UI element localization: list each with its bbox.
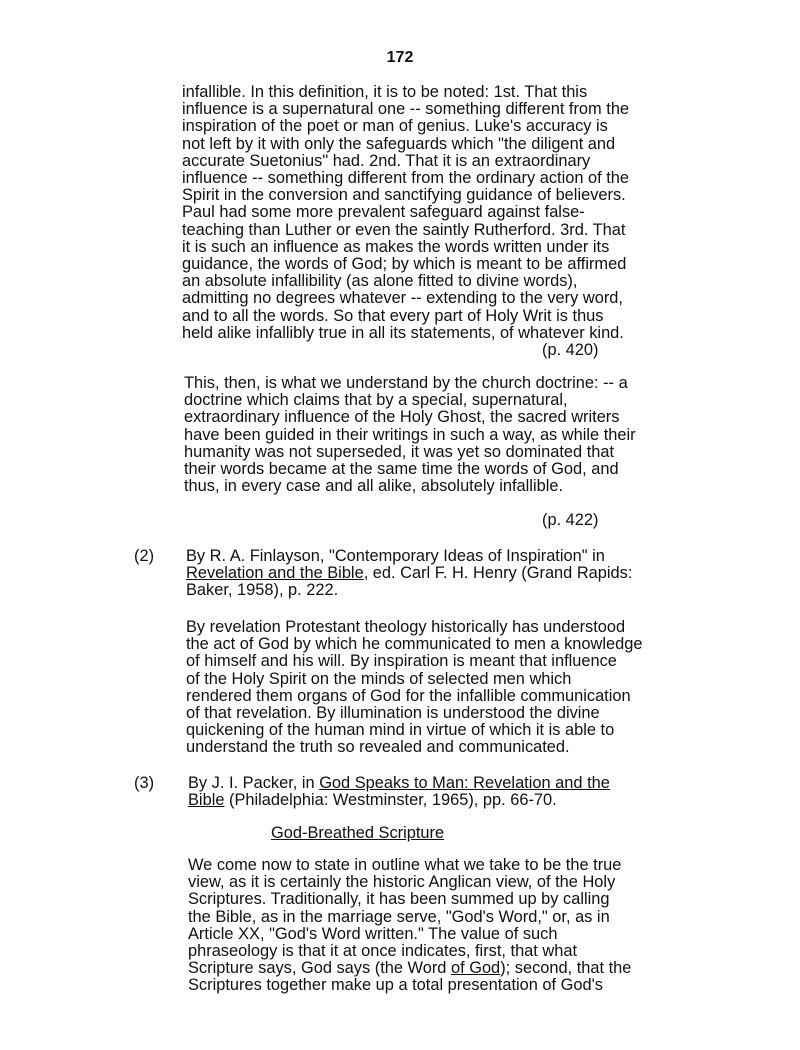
reference-line <box>188 775 610 792</box>
reference-line <box>186 565 632 582</box>
quote-line: Scriptures. Traditionally, it has been summed up by calling <box>188 890 610 909</box>
quote-line: Paul had some more prevalent safeguard against false- <box>182 203 585 222</box>
book-title: God Speaks to Man: Revelation and the <box>319 774 610 792</box>
quote-text: ); second, that the <box>500 959 632 978</box>
quote-line: have been guided in their writings in such a way, as while their <box>184 425 636 444</box>
quote-line: teaching than Luther or even the saintly Rutherford. 3rd. That <box>182 220 626 239</box>
block-quote-hodge-definition <box>182 84 629 342</box>
block-quote-finlayson <box>186 619 642 757</box>
reference-line: By R. A. Finlayson, "Contemporary Ideas of Inspiration" in <box>186 547 605 565</box>
quote-line: of that revelation. By illumination is understood the divine <box>186 704 600 723</box>
quote-line: it is such an influence as makes the words written under its <box>182 237 610 256</box>
quote-line: inspiration of the poet or man of genius. Luke's accuracy is <box>182 117 608 136</box>
quote-line: By revelation Protestant theology historically has understood <box>186 618 626 636</box>
quote-line: quickening of the human mind in virtue of which it is able to <box>186 721 615 740</box>
quote-line: of the Holy Spirit on the minds of selected men which <box>186 669 572 688</box>
quote-line: infallible. In this definition, it is to be noted: 1st. That this <box>182 83 588 101</box>
page-number: 172 <box>386 49 414 66</box>
quote-line: understand the truth so revealed and communicated. <box>186 738 570 757</box>
quote-line: extraordinary influence of the Holy Ghost, the sacred writers <box>184 408 620 427</box>
quote-line: held alike infallibly true in all its statements, of whatever kind. <box>182 323 624 342</box>
item-number-3: (3) <box>134 774 155 792</box>
quote-line: humanity was not superseded, it was yet so dominated that <box>184 442 615 461</box>
reference-packer <box>188 775 610 809</box>
quote-line: Article XX, "God's Word written." The value of such <box>188 924 558 943</box>
quote-line: Spirit in the conversion and sanctifying guidance of believers. <box>182 186 626 205</box>
quote-line: doctrine which claims that by a special, supernatural, <box>184 391 568 410</box>
reference-text: , ed. Carl F. H. Henry (Grand Rapids: <box>363 564 633 583</box>
section-heading <box>271 825 444 842</box>
reference-finlayson <box>186 548 632 600</box>
quote-line: influence is a supernatural one -- something different from the <box>182 100 630 119</box>
quote-line: not left by it with only the safeguards which "the diligent and <box>182 134 616 153</box>
reference-text: By J. I. Packer, in <box>188 774 320 792</box>
item-number-2: (2) <box>134 547 155 565</box>
quote-line <box>188 960 631 977</box>
quote-line: of himself and his will. By inspiration is meant that influence <box>186 652 617 671</box>
quote-line: rendered them organs of God for the infallible communication <box>186 686 631 705</box>
quote-line: influence -- something different from the ordinary action of the <box>182 169 630 188</box>
underlined-text: of God <box>450 959 501 978</box>
reference-line <box>188 792 610 809</box>
quote-line: Scriptures together make up a total presentation of God's <box>188 976 603 995</box>
book-title: Bible <box>188 791 225 810</box>
quote-line: thus, in every case and all alike, absolutely infallible. <box>184 477 564 496</box>
quote-line: We come now to state in outline what we take to be the true <box>188 856 622 874</box>
heading-text: God-Breathed Scripture <box>271 824 445 842</box>
quote-line: admitting no degrees whatever -- extending to the very word, <box>182 289 623 308</box>
quote-line: view, as it is certainly the historic Anglican view, of the Holy <box>188 873 616 892</box>
quote-line: guidance, the words of God; by which is meant to be affirmed <box>182 255 627 274</box>
quote-line: accurate Suetonius" had. 2nd. That it is an extraordinary <box>182 151 591 170</box>
quote-line: This, then, is what we understand by the church doctrine: -- a <box>184 374 628 392</box>
citation-p420: (p. 420) <box>542 341 599 359</box>
quote-line: an absolute infallibility (as alone fitted to divine words), <box>182 272 578 291</box>
quote-lines <box>188 857 631 960</box>
quote-text: Scripture says, God says (the Word <box>188 959 451 978</box>
quote-line: the Bible, as in the marriage serve, "God's Word," or, as in <box>188 907 610 926</box>
citation-p422: (p. 422) <box>542 511 599 529</box>
quote-line: the act of God by which he communicated to men a knowledge <box>186 635 643 654</box>
reference-line: Baker, 1958), p. 222. <box>186 581 339 600</box>
quote-line: phraseology is that it at once indicates, first, that what <box>188 942 578 961</box>
block-quote-church-doctrine <box>184 375 636 495</box>
block-quote-packer <box>188 857 631 995</box>
quote-line: their words became at the same time the words of God, and <box>184 460 619 479</box>
quote-line: and to all the words. So that every part of Holy Writ is thus <box>182 306 604 325</box>
reference-text: (Philadelphia: Westminster, 1965), pp. 66-70. <box>224 791 557 810</box>
book-title: Revelation and the Bible <box>186 564 364 583</box>
